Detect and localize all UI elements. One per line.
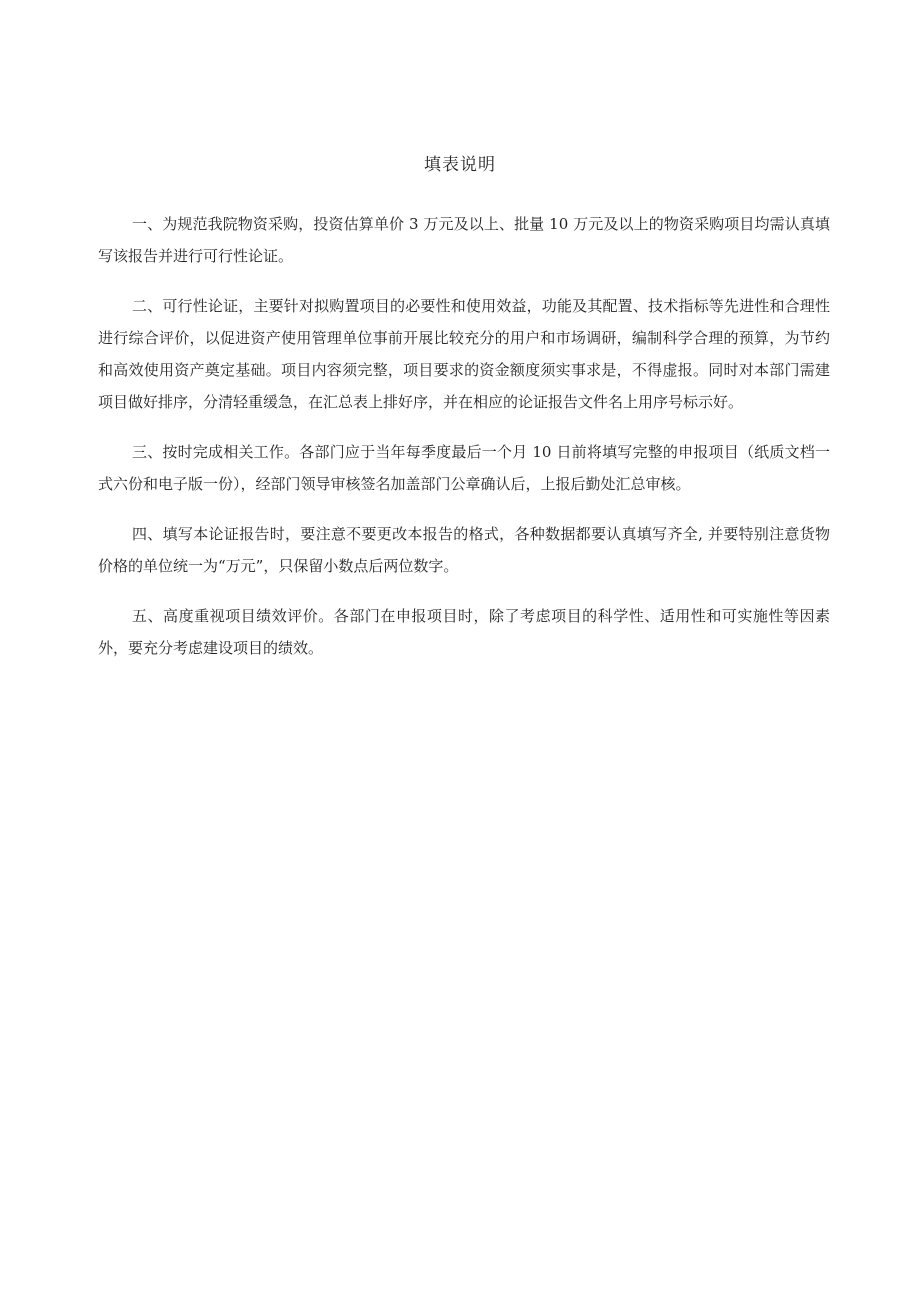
instructions-body [98, 208, 830, 682]
instruction-paragraph-3: 三、按时完成相关工作。各部门应于当年每季度最后一个月 10 日前将填写完整的申报项目（纸质文档一式六份和电子版一份），经部门领导审核签名加盖部门公章确认后，上报后勤处汇总审核。 [98, 443, 830, 493]
instruction-paragraph-1: 一、为规范我院物资采购，投资估算单价 3 万元及以上、批量 10 万元及以上的物资采购项目均需认真填写该报告并进行可行性论证。 [98, 215, 830, 265]
instruction-paragraph-4: 四、填写本论证报告时，要注意不要更改本报告的格式，各种数据都要认真填写齐全, 并要特别注意货物价格的单位统一为“万元”，只保留小数点后两位数字。 [98, 525, 830, 575]
instruction-paragraph-2: 二、可行性论证，主要针对拟购置项目的必要性和使用效益，功能及其配置、技术指标等先进性和合理性进行综合评价，以促进资产使用管理单位事前开展比较充分的用户和市场调研，编制科学合理的预算，为节约和高效使用资产奠定基础。项目内容须完整，项目要求的资金额度须实事求是，不得虚报。同时对本部门需建项目做好排序，分清轻重缓急，在汇总表上排好序，并在相应的论证报告文件名上用序号标示好。 [98, 297, 830, 411]
page-title: 填表说明 [424, 155, 496, 175]
instruction-paragraph-5: 五、高度重视项目绩效评价。各部门在申报项目时，除了考虑项目的科学性、适用性和可实施性等因素外，要充分考虑建设项目的绩效。 [98, 607, 830, 657]
